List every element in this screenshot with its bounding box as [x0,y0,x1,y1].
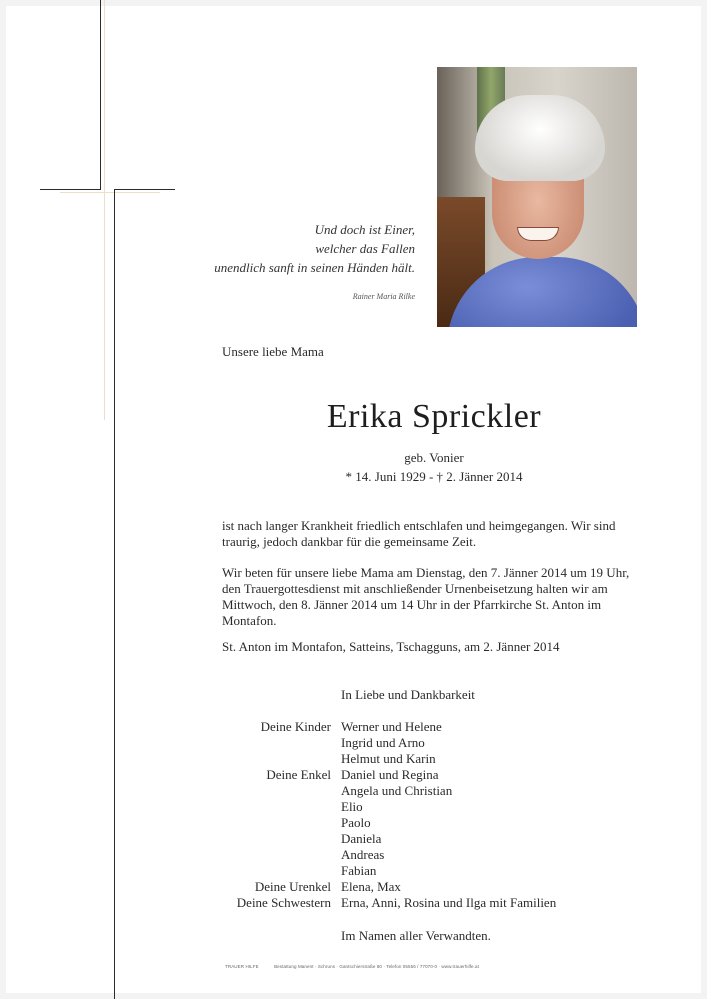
quote-line: welcher das Fallen [315,241,415,256]
family-labels [237,719,331,911]
family-label [237,815,331,831]
family-name: Elio [341,799,363,814]
family-name: Helmut und Karin [341,751,436,766]
birth-name: geb. Vonier [404,450,464,465]
family-name: Ingrid und Arno [341,735,425,750]
life-dates: * 14. Juni 1929 - † 2. Jänner 2014 [345,469,523,484]
in-love-line: In Liebe und Dankbarkeit [341,687,475,702]
intro-text: Unsere liebe Mama [222,344,324,359]
quote-line: unendlich sanft in seinen Händen hält. [214,260,415,275]
family-names [341,719,556,911]
quote-line: Und doch ist Einer, [314,222,415,237]
family-label: Deine Enkel [266,767,331,782]
family-label [237,735,331,751]
quote [115,220,415,277]
deceased-name: Erika Sprickler [326,398,542,435]
closing-line: Im Namen aller Verwandten. [341,928,491,943]
place-date-line: St. Anton im Montafon, Satteins, Tschagguns, am 2. Jänner 2014 [222,639,560,654]
footer-address: Bestattung Manent · Schruns · Gantschierstraße 80 · Telefon 05556 / 77070-0 · www.trauerhilfe.at [274,964,479,969]
family-name: Fabian [341,863,377,878]
family-label [237,783,331,799]
family-label [237,831,331,847]
service-paragraph: Wir beten für unsere liebe Mama am Dienstag, den 7. Jänner 2014 um 19 Uhr, den Trauergottesdienst mit anschließender Urnenbeisetzung halten wir am Mittwoch, den 8. Jänner 2014 um 14 Uhr in der Pfarrkirche St. Anton im Montafon. [222,565,630,628]
family-label [237,751,331,767]
family-label [237,799,331,815]
quote-author: Rainer Maria Rilke [352,292,415,301]
family-name: Daniela [341,831,382,846]
family-name: Paolo [341,815,371,830]
family-name: Andreas [341,847,385,862]
family-name: Erna, Anni, Rosina und Ilga mit Familien [341,895,557,910]
footer-org: TRAUER HILFE [225,964,259,969]
family-label: Deine Schwestern [236,895,331,910]
family-name: Elena, Max [341,879,401,894]
family-name: Werner und Helene [341,719,442,734]
portrait-photo [437,67,637,327]
announcement-paragraph: ist nach langer Krankheit friedlich entschlafen und heimgegangen. Wir sind traurig, jedoch dankbar für die gemeinsame Zeit. [222,518,616,549]
footer [225,964,493,969]
family-name: Daniel und Regina [341,767,439,782]
family-label [237,863,331,879]
family-label: Deine Kinder [260,719,331,734]
family-label: Deine Urenkel [254,879,331,894]
family-name: Angela und Christian [341,783,453,798]
family-label [237,847,331,863]
